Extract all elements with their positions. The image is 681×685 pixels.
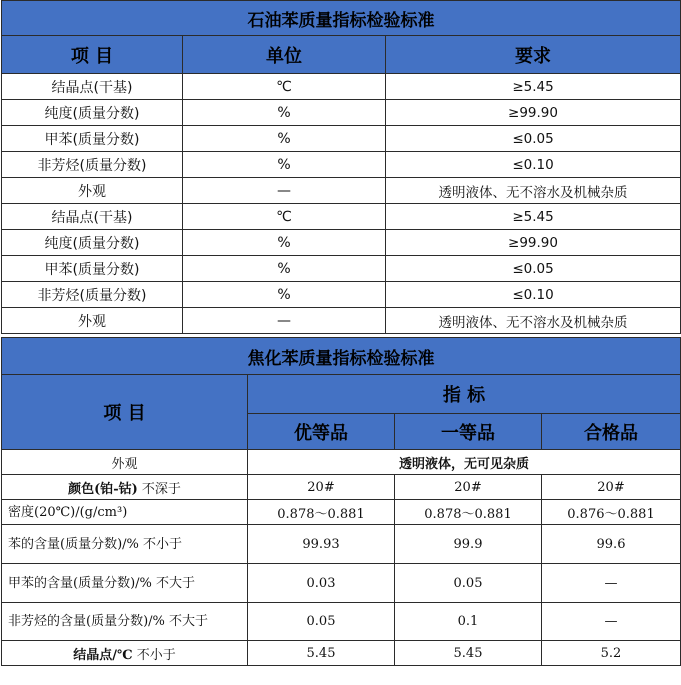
table2-header-indicator: 指 标: [248, 375, 681, 414]
table1-row: [2, 126, 681, 152]
table2-appearance-value: 透明液体，无可见杂质: [248, 450, 681, 475]
table2-cell-value: 5.45: [248, 641, 395, 666]
table1-cell-unit: %: [183, 282, 386, 308]
table2-cell-value: 20#: [248, 475, 395, 500]
table1-cell-item: 结晶点(干基): [2, 74, 183, 100]
table1-cell-requirement: 透明液体、无不溶水及机械杂质: [386, 178, 681, 204]
table1-header-unit: 单位: [183, 36, 386, 74]
table2-cell-value: 99.9: [395, 525, 542, 564]
table2-label-bold: 结晶点/℃: [73, 647, 133, 663]
table1-cell-unit: %: [183, 126, 386, 152]
table2-cell-value: 5.45: [395, 641, 542, 666]
table1-row: [2, 230, 681, 256]
table2-header-grade-premium: 优等品: [248, 414, 395, 450]
table2-header-item: 项 目: [2, 375, 248, 450]
table2-cell-value: 0.878～0.881: [395, 500, 542, 525]
table1-row: [2, 74, 681, 100]
table2-label-text: 苯的含量(质量分数)/% 不小于: [8, 536, 183, 552]
table1-cell-unit: %: [183, 152, 386, 178]
table1-row: [2, 256, 681, 282]
table2-cell-value: 20#: [395, 475, 542, 500]
table1-cell-item: 甲苯(质量分数): [2, 256, 183, 282]
table1-row: [2, 152, 681, 178]
table2-row: [2, 603, 681, 641]
table1-cell-requirement: ≤0.10: [386, 152, 681, 178]
table2-cell-value: 0.05: [395, 564, 542, 603]
table2-row: [2, 475, 681, 500]
table1-cell-unit: %: [183, 230, 386, 256]
table2-cell-value: 20#: [542, 475, 681, 500]
table1-cell-item: 甲苯(质量分数): [2, 126, 183, 152]
table1-header-item: 项 目: [2, 36, 183, 74]
table1-cell-requirement: ≥5.45: [386, 204, 681, 230]
table2-row: [2, 525, 681, 564]
table2-label-text: 非芳烃的含量(质量分数)/% 不大于: [8, 614, 209, 629]
page: [1, 0, 680, 666]
table1-cell-unit: %: [183, 100, 386, 126]
table1-cell-item: 非芳烃(质量分数): [2, 282, 183, 308]
table1-cell-unit: —: [183, 178, 386, 204]
table2-row: [2, 500, 681, 525]
table1-cell-requirement: ≤0.05: [386, 256, 681, 282]
table1-row: [2, 100, 681, 126]
table1-cell-item: 结晶点(干基): [2, 204, 183, 230]
table2-cell-value: 0.05: [248, 603, 395, 641]
table1-cell-requirement: ≥5.45: [386, 74, 681, 100]
table2-label-text: 密度(20℃)/(g/cm³): [8, 504, 128, 520]
table2-cell-value: —: [542, 564, 681, 603]
table1-cell-unit: %: [183, 256, 386, 282]
table1-row: [2, 308, 681, 334]
table1-row: [2, 282, 681, 308]
table1-row: [2, 178, 681, 204]
table2-label-text: 不深于: [137, 481, 181, 497]
table2-label-bold: 颜色(铂-钴): [68, 481, 138, 497]
table2-cell-value: 0.878～0.881: [248, 500, 395, 525]
table1-cell-item: 纯度(质量分数): [2, 100, 183, 126]
table2-cell-value: 0.1: [395, 603, 542, 641]
table2-cell-value: 99.6: [542, 525, 681, 564]
table2-label-text: 不小于: [132, 647, 176, 663]
table1-cell-requirement: ≤0.05: [386, 126, 681, 152]
table1-cell-requirement: 透明液体、无不溶水及机械杂质: [386, 308, 681, 334]
table1-cell-requirement: ≥99.90: [386, 100, 681, 126]
table1-cell-unit: ℃: [183, 74, 386, 100]
table1-cell-item: 外观: [2, 178, 183, 204]
table1-cell-item: 非芳烃(质量分数): [2, 152, 183, 178]
table2-appearance-label: 外观: [2, 450, 248, 475]
table2-row: [2, 641, 681, 666]
table2-cell-value: 0.03: [248, 564, 395, 603]
table2-cell-label: [2, 475, 248, 500]
table1-cell-item: 纯度(质量分数): [2, 230, 183, 256]
table1-cell-unit: ℃: [183, 204, 386, 230]
table1-cell-requirement: ≤0.10: [386, 282, 681, 308]
table2-title: 焦化苯质量指标检验标准: [2, 338, 681, 375]
table1-body: [2, 74, 681, 334]
table2-cell-label: [2, 603, 248, 641]
table2-row: [2, 564, 681, 603]
table2-cell-label: [2, 564, 248, 603]
table2-body: [2, 475, 681, 666]
table2-cell-value: —: [542, 603, 681, 641]
table2-header-grade-first: 一等品: [395, 414, 542, 450]
table2-cell-value: 99.93: [248, 525, 395, 564]
table1-cell-item: 外观: [2, 308, 183, 334]
coking-benzene-table: [1, 337, 681, 666]
table2-header-grade-qualified: 合格品: [542, 414, 681, 450]
table1-title: 石油苯质量指标检验标准: [2, 1, 681, 36]
table2-cell-value: 0.876～0.881: [542, 500, 681, 525]
table1-cell-requirement: ≥99.90: [386, 230, 681, 256]
table2-cell-label: [2, 500, 248, 525]
table1-cell-unit: —: [183, 308, 386, 334]
table2-cell-label: [2, 641, 248, 666]
table2-cell-label: [2, 525, 248, 564]
petroleum-benzene-table: [1, 0, 681, 334]
table1-row: [2, 204, 681, 230]
table2-label-text: 甲苯的含量(质量分数)/% 不大于: [8, 575, 196, 591]
table1-header-requirement: 要求: [386, 36, 681, 74]
table2-cell-value: 5.2: [542, 641, 681, 666]
